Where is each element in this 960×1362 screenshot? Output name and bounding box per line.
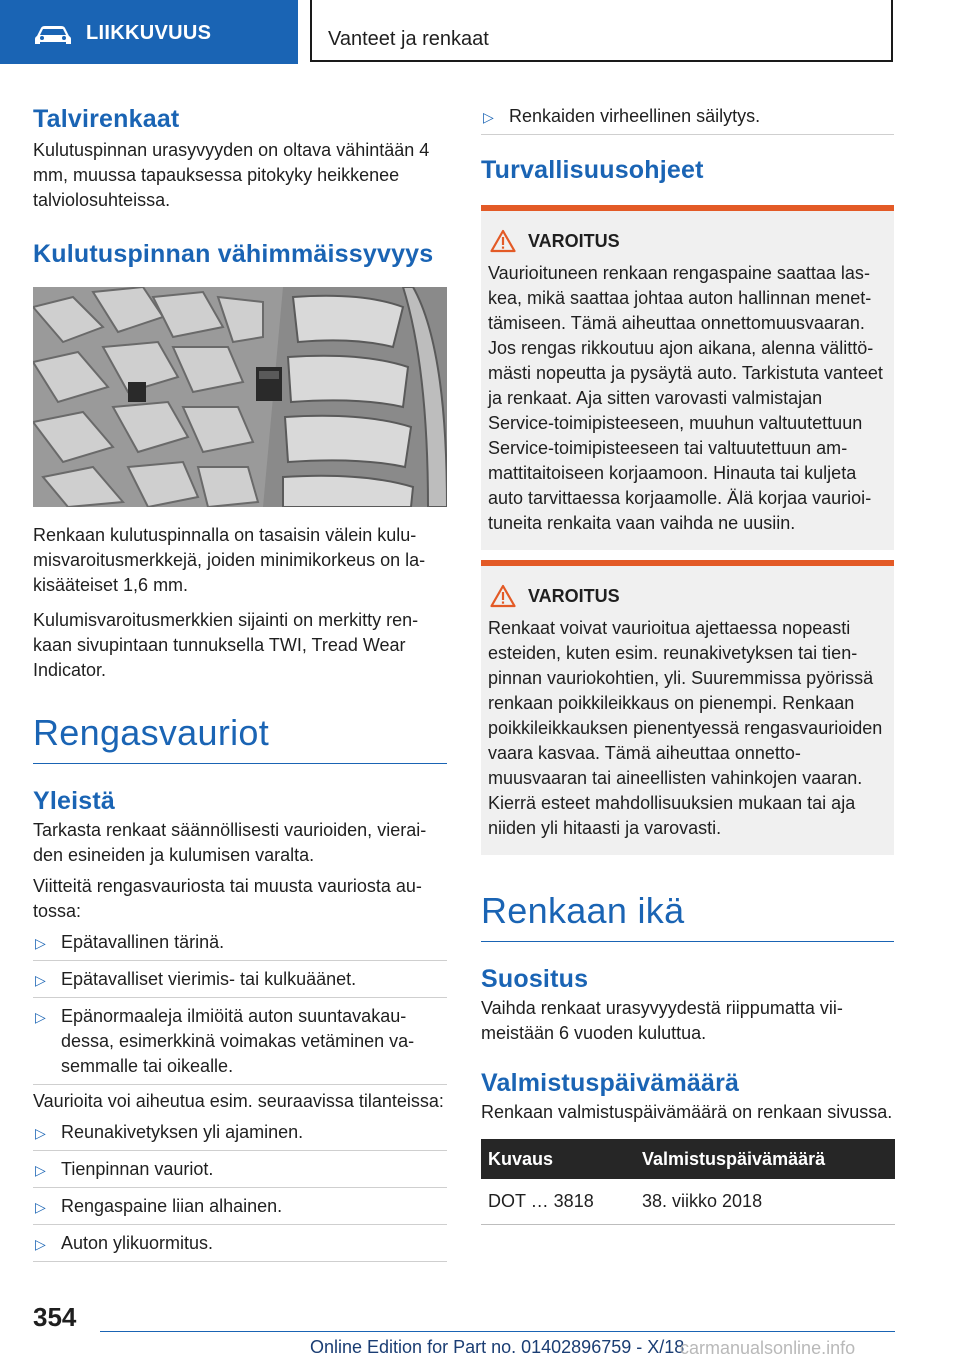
list-item: ▷ Epänormaaleja ilmiöitä auton suuntavakaudessa, esimerkkinä voimakas vetäminen vasemmalle tai oikealle. — [33, 1004, 447, 1085]
watermark: carmanualsonline.info — [680, 1338, 856, 1358]
tire-damage-heading: Rengasvauriot — [33, 711, 447, 764]
chapter-tab — [0, 0, 298, 64]
warning-box-2 — [481, 560, 894, 855]
section-title: Vanteet ja renkaat — [328, 28, 489, 50]
warning-text: Vaurioituneen renkaan rengaspaine saattaa laskea, mikä saattaa johtaa auton hallinnan menettämiseen. Tämä aiheuttaa onnettomuusvaaran. Jos rengas rikkoutuu ajon aikana, alenna välittömästi nopeutta ja pysäytä auto. Tarkistuta vanteet ja renkaat. Aja sitten varovasti valmistajan Service-toimipisteeseen, muuhun valtuutettuun Service-toimipisteeseen tai valtuutettuun ammattitaitoiseen korjaamoon. Hinauta tai kuljeta auto tarvittaessa korjaamolle. Älä korjaa vaurioituneita renkaita vaan vaihda ne uusiin. — [488, 263, 883, 533]
recommendation-heading: Suositus — [481, 965, 589, 993]
warning-triangle-icon — [490, 229, 516, 253]
list-item: ▷ Tienpinnan vauriot. — [33, 1157, 447, 1188]
min-depth-text-2: Kulumisvaroitusmerkkien sijainti on merkitty renkaan sivupintaan tunnuksella TWI, Tread Wear Indicator. — [33, 610, 419, 680]
section-box — [310, 0, 893, 62]
page-number: 354 — [33, 1302, 77, 1332]
table-cell: DOT … 3818 — [481, 1179, 635, 1225]
min-depth-text-1: Renkaan kulutuspinnalla on tasaisin välein kulumisvaroitusmerkkejä, joiden minimikorkeus on lakisääteiset 1,6 mm. — [33, 525, 426, 595]
triangle-bullet-icon: ▷ — [35, 1162, 46, 1178]
triangle-bullet-icon: ▷ — [483, 109, 494, 125]
recommendation-text: Vaihda renkaat urasyvyydestä riippumatta viimeistään 6 vuoden kuluttua. — [481, 998, 843, 1043]
edition-text: Online Edition for Part no. 01402896759 - X/18 — [310, 1337, 685, 1357]
triangle-bullet-icon: ▷ — [35, 1236, 46, 1252]
tire-age-heading: Renkaan ikä — [481, 889, 894, 942]
tread-wear-indicator-image — [33, 287, 447, 507]
warning-box-1 — [481, 205, 894, 550]
table-row — [481, 1179, 895, 1225]
winter-tires-heading: Talvirenkaat — [33, 105, 180, 133]
warning-title: VAROITUS — [528, 230, 620, 251]
list-item: ▷ Reunakivetyksen yli ajaminen. — [33, 1120, 447, 1151]
manufacture-date-text: Renkaan valmistuspäivämäärä on renkaan sivussa. — [481, 1102, 893, 1122]
list-item: ▷ Renkaiden virheellinen säilytys. — [481, 104, 894, 135]
car-icon — [34, 24, 72, 46]
manufacture-date-table — [481, 1139, 895, 1225]
triangle-bullet-icon: ▷ — [35, 935, 46, 951]
damage-signs-list — [33, 930, 447, 1085]
right-column — [481, 100, 894, 1225]
list-item: ▷ Rengaspaine liian alhainen. — [33, 1194, 447, 1225]
damage-causes-list — [33, 1120, 447, 1262]
list-item: ▷ Auton ylikuormitus. — [33, 1231, 447, 1262]
causes-intro: Vaurioita voi aiheutua esim. seuraavissa tilanteissa: — [33, 1091, 444, 1111]
column-header: Valmistuspäivämäärä — [635, 1139, 895, 1179]
column-header: Kuvaus — [481, 1139, 635, 1179]
triangle-bullet-icon: ▷ — [35, 1199, 46, 1215]
chapter-title: LIIKKUVUUS — [86, 22, 212, 44]
general-heading: Yleistä — [33, 787, 116, 815]
table-cell: 38. viikko 2018 — [635, 1179, 895, 1225]
triangle-bullet-icon: ▷ — [35, 1125, 46, 1141]
min-depth-heading: Kulutuspinnan vähimmäissyvyys — [33, 240, 434, 268]
table-header-row — [481, 1139, 895, 1179]
warning-title: VAROITUS — [528, 585, 620, 606]
warning-triangle-icon — [490, 584, 516, 608]
triangle-bullet-icon: ▷ — [35, 972, 46, 988]
manufacture-date-heading: Valmistuspäivämäärä — [481, 1069, 740, 1097]
general-text-1: Tarkasta renkaat säännöllisesti vaurioiden, vieraiden esineiden ja kulumisen varalta. — [33, 820, 427, 865]
footer-rule — [100, 1331, 895, 1332]
left-column — [33, 100, 447, 1262]
winter-tires-text: Kulutuspinnan urasyvyyden on oltava vähintään 4 mm, muussa tapauksessa pitokyky heikkenee talviolosuhteissa. — [33, 140, 430, 210]
list-item: ▷ Epätavallinen tärinä. — [33, 930, 447, 961]
triangle-bullet-icon: ▷ — [35, 1009, 46, 1025]
general-text-2: Viitteitä rengasvauriosta tai muusta vauriosta autossa: — [33, 876, 422, 921]
warning-text: Renkaat voivat vaurioitua ajettaessa nopeasti esteiden, kuten esim. reunakivetyksen tai tienpinnan vauriokohtien, yli. Suuremmissa pyörissä renkaan poikkileikkaus on pienempi. Renkaan poikkileikkauksen pienentyessä rengasvaurioiden vaara kasvaa. Tämä aiheuttaa onnettomuusvaaran tai aineellisten vahinkojen vaaran. Kierrä esteet mahdollisuuksien mukaan tai aja niiden yli hitaasti ja varovasti. — [488, 618, 883, 838]
list-item: ▷ Epätavalliset vierimis- tai kulkuäänet. — [33, 967, 447, 998]
safety-heading: Turvallisuusohjeet — [481, 156, 704, 184]
